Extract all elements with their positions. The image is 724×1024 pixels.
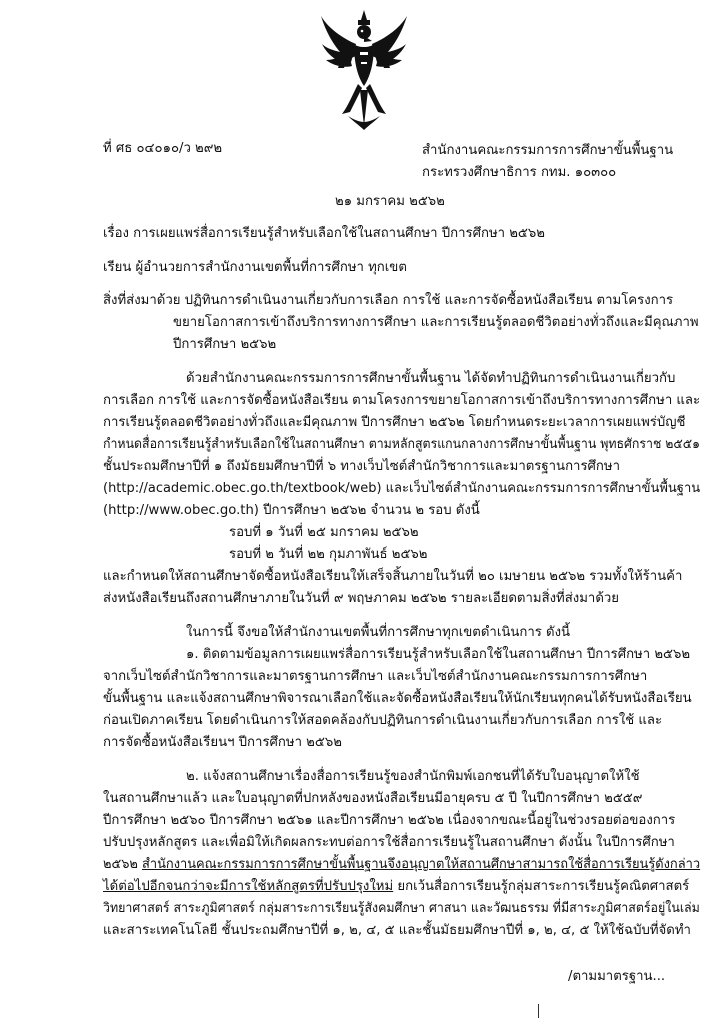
underlined-emphasis: สำนักงานคณะกรรมการการศึกษาขั้นพื้นฐานจึงอนุญาตให้สถานศึกษาสามารถใช้สื่อการเรียนรู้ดังกล่าว [142, 857, 701, 872]
underlined-emphasis: ได้ต่อไปอีกจนกว่าจะมีการใช้หลักสูตรที่ปรับปรุงใหม่ [103, 879, 394, 894]
round-item: รอบที่ ๒ วันที่ ๒๒ กุมภาพันธ์ ๒๕๖๒ [229, 547, 428, 562]
numbered-item-line: จากเว็บไซต์สำนักวิชาการและมาตรฐานการศึกษา และเว็บไซต์สำนักงานคณะกรรมการการศึกษา [103, 669, 648, 684]
numbered-item-line [103, 875, 689, 896]
document-date: ๒๑ มกราคม ๒๕๖๒ [335, 194, 445, 209]
body-paragraph-line: (http://www.obec.go.th) ปีการศึกษา ๒๕๖๒ จำนวน ๒ รอบ ดังนี้ [103, 503, 480, 518]
body-paragraph-line: ในการนี้ จึงขอให้สำนักงานเขตพื้นที่การศึกษาทุกเขตดำเนินการ ดังนี้ [186, 625, 571, 640]
issuing-organization: สำนักงานคณะกรรมการการศึกษาขั้นพื้นฐาน [422, 143, 674, 158]
body-paragraph-line: การเรียนรู้ตลอดชีวิตอย่างทั่วถึงและมีคุณภาพ ปีการศึกษา ๒๕๖๒ โดยกำหนดระยะเวลาการเผยแพร่บัญชี [103, 415, 686, 430]
body-paragraph-line: การเลือก การใช้ และการจัดซื้อหนังสือเรียน ตามโครงการขยายโอกาสการเข้าถึงบริการทางการศึกษา และ [103, 393, 701, 408]
body-paragraph-line: กำหนดสื่อการเรียนรู้สำหรับเลือกใช้ในสถานศึกษา ตามหลักสูตรแกนกลางการศึกษาขั้นพื้นฐาน พุทธศักราช ๒๕๕๑ [103, 437, 700, 452]
page-edge-mark [538, 1004, 539, 1018]
continuation-marker: /ตามมาตรฐาน... [568, 969, 666, 984]
reference-number: ที่ ศธ ๐๔๐๑๐/ว ๒๙๒ [103, 141, 223, 156]
body-paragraph-line: ชั้นประถมศึกษาปีที่ ๑ ถึงมัธยมศึกษาปีที่ ๖ ทางเว็บไซต์สำนักวิชาการและมาตรฐานการศึกษา [103, 459, 620, 474]
body-paragraph-line: (http://academic.obec.go.th/textbook/web) และเว็บไซต์สำนักงานคณะกรรมการการศึกษาขั้นพื้นฐาน [103, 481, 701, 496]
numbered-item-line: ก่อนเปิดภาคเรียน โดยดำเนินการให้สอดคล้องกับปฏิทินการดำเนินงานเกี่ยวกับการเลือก การใช้ และ [103, 713, 663, 728]
numbered-item-line: การจัดซื้อหนังสือเรียนฯ ปีการศึกษา ๒๕๖๒ [103, 735, 342, 750]
numbered-item-line [103, 853, 700, 874]
body-paragraph-line: ส่งหนังสือเรียนถึงสถานศึกษาภายในวันที่ ๙ พฤษภาคม ๒๕๖๒ รายละเอียดตามสิ่งที่ส่งมาด้วย [103, 591, 620, 606]
numbered-item-line: ปรับปรุงหลักสูตร และเพื่อมิให้เกิดผลกระทบต่อการใช้สื่อการเรียนรู้ในสถานศึกษา ดังนั้น ในปีการศึกษา [103, 835, 675, 850]
numbered-item-line: ๑. ติดตามข้อมูลการเผยแพร่สื่อการเรียนรู้สำหรับเลือกใช้ในสถานศึกษา ปีการศึกษา ๒๕๖๒ [186, 647, 691, 662]
numbered-item-line: ขั้นพื้นฐาน และแจ้งสถานศึกษาพิจารณาเลือกใช้และจัดซื้อหนังสือเรียนให้นักเรียนทุกคนได้รับหนังสือเรียน [103, 691, 692, 706]
item-text-plain: ยกเว้นสื่อการเรียนรู้กลุ่มสาระการเรียนรู้คณิตศาสตร์ [393, 879, 690, 894]
organization-address: กระทรวงศึกษาธิการ กทม. ๑๐๓๐๐ [422, 165, 617, 180]
recipient-line: เรียน ผู้อำนวยการสำนักงานเขตพื้นที่การศึกษา ทุกเขต [103, 260, 407, 275]
body-paragraph-line: ด้วยสำนักงานคณะกรรมการการศึกษาขั้นพื้นฐาน ได้จัดทำปฏิทินการดำเนินงานเกี่ยวกับ [186, 371, 676, 386]
numbered-item-line: วิทยาศาสตร์ สาระภูมิศาสตร์ กลุ่มสาระการเรียนรู้สังคมศึกษา ศาสนา และวัฒนธรรม ที่มีสาระภูมิศาสตร์อยู่ในเล่ม [103, 901, 700, 916]
round-item: รอบที่ ๑ วันที่ ๒๕ มกราคม ๒๕๖๒ [229, 525, 419, 540]
numbered-item-line: ในสถานศึกษาแล้ว และใบอนุญาตที่ปกหลังของหนังสือเรียนมีอายุครบ ๕ ปี ในปีการศึกษา ๒๕๕๙ [103, 791, 643, 806]
item-text-plain: ๒๕๖๒ [103, 857, 143, 872]
body-paragraph-line: และกำหนดให้สถานศึกษาจัดซื้อหนังสือเรียนให้เสร็จสิ้นภายในวันที่ ๒๐ เมษายน ๒๕๖๒ รวมทั้งให้ร้านค้า [103, 569, 683, 584]
garuda-emblem-icon [318, 8, 410, 132]
enclosure-line-1: สิ่งที่ส่งมาด้วย ปฏิทินการดำเนินงานเกี่ยวกับการเลือก การใช้ และการจัดซื้อหนังสือเรียน ตามโครงการ [103, 293, 674, 308]
enclosure-line-3: ปีการศึกษา ๒๕๖๒ [173, 337, 277, 352]
numbered-item-line: ๒. แจ้งสถานศึกษาเรื่องสื่อการเรียนรู้ของสำนักพิมพ์เอกชนที่ได้รับใบอนุญาตให้ใช้ [186, 769, 640, 784]
numbered-item-line: และสาระเทคโนโลยี ชั้นประถมศึกษาปีที่ ๑, ๒, ๔, ๕ และชั้นมัธยมศึกษาปีที่ ๑, ๒, ๔, ๕ ให้ใช้ฉบับที่จัดทำ [103, 923, 691, 938]
subject-line: เรื่อง การเผยแพร่สื่อการเรียนรู้สำหรับเลือกใช้ในสถานศึกษา ปีการศึกษา ๒๕๖๒ [103, 226, 545, 241]
enclosure-line-2: ขยายโอกาสการเข้าถึงบริการทางการศึกษา และการเรียนรู้ตลอดชีวิตอย่างทั่วถึงและมีคุณภาพ [173, 315, 699, 330]
numbered-item-line: ปีการศึกษา ๒๕๖๐ ปีการศึกษา ๒๕๖๑ และปีการศึกษา ๒๕๖๒ เนื่องจากขณะนี้อยู่ในช่วงรอยต่อของการ [103, 813, 676, 828]
